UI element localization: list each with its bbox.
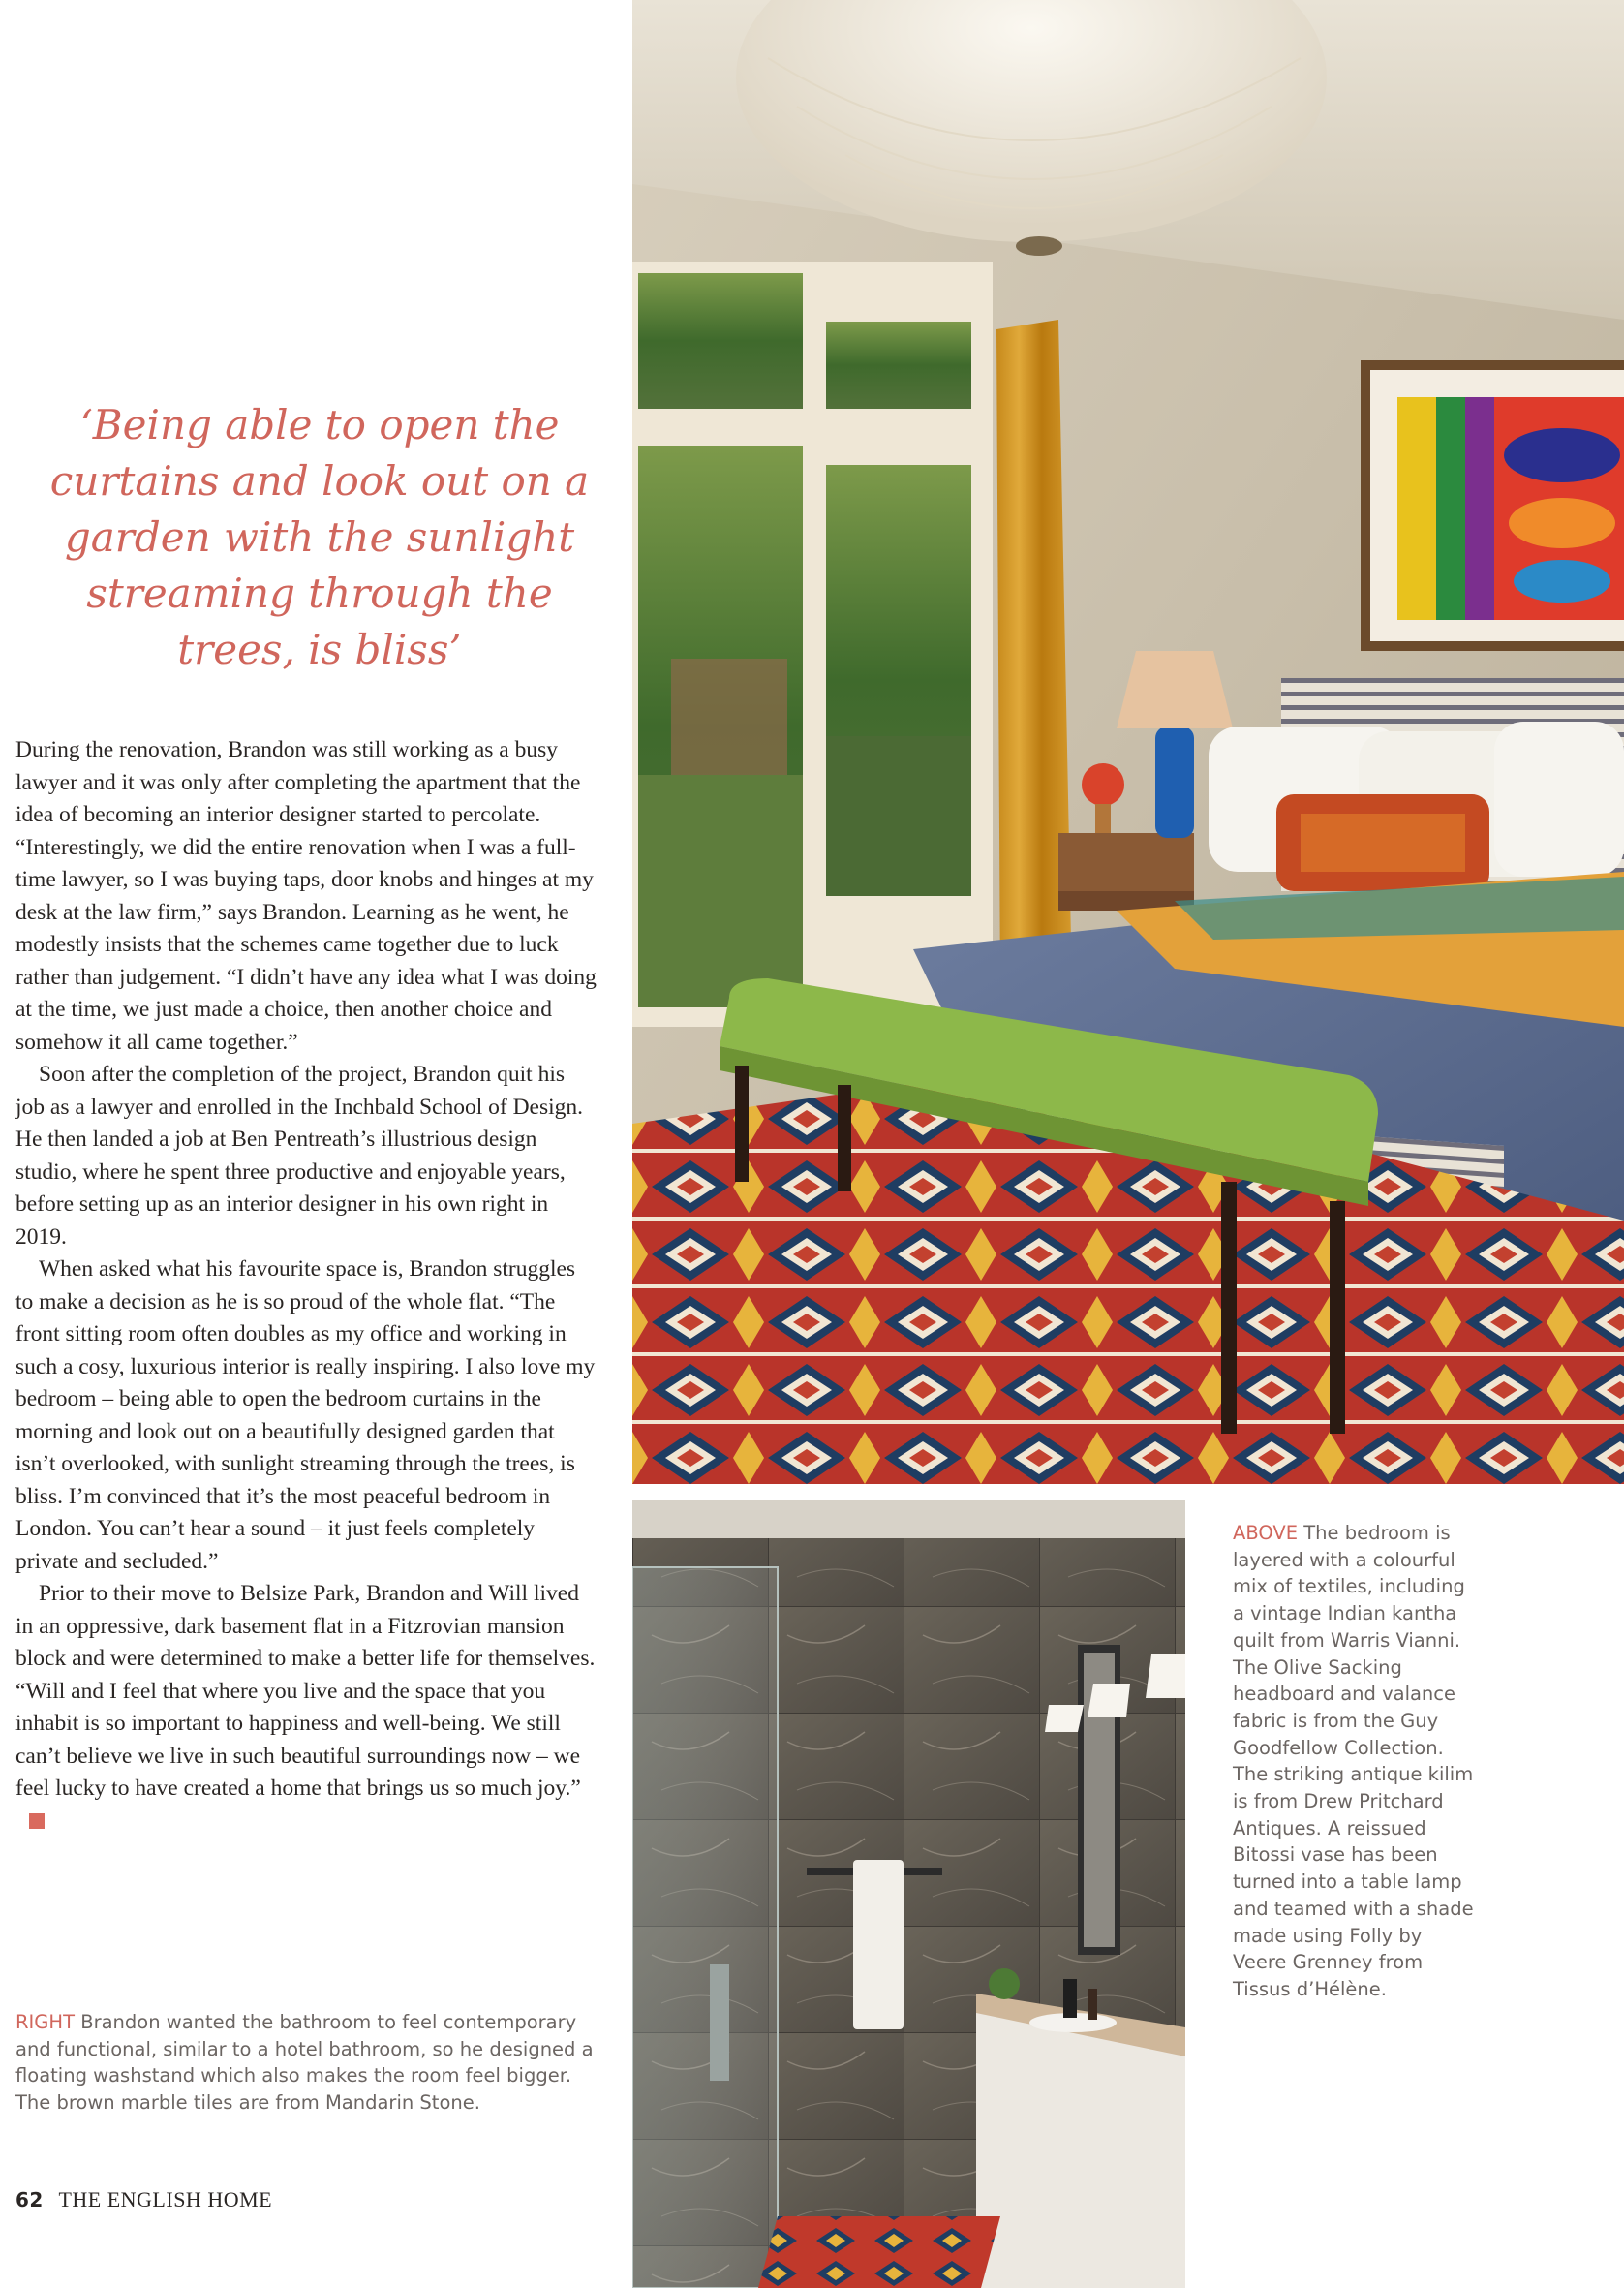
end-mark-icon <box>29 1813 45 1829</box>
caption-right-text: Brandon wanted the bathroom to feel contemporary and functional, similar to a hotel bathroom, so he designed a floating washstand which also makes the room feel bigger. The brown marble tiles are from Mandarin Stone. <box>15 2011 594 2115</box>
bathroom-photo <box>632 1500 1185 2288</box>
pull-quote: ‘Being able to open the curtains and look out on a garden with the sunlight streaming through the trees, is bliss’ <box>49 401 590 673</box>
magazine-title: THE ENGLISH HOME <box>58 2187 273 2211</box>
caption-above <box>1233 1520 1475 2003</box>
article-body <box>15 734 597 1838</box>
body-paragraph-text: Prior to their move to Belsize Park, Brandon and Will lived in an oppressive, dark basement flat in a Fitzrovian mansion block and were determined to make a better life for themselves. “Will and I feel that where you live and the space that you inhabit is so important to happiness and well-being. We still can’t believe we live in such beautiful surroundings now – we feel lucky to have created a home that brings us so much joy.” <box>15 1581 596 1801</box>
page-footer <box>15 2187 272 2212</box>
caption-above-lead: ABOVE <box>1233 1522 1299 1544</box>
page-number: 62 <box>15 2188 44 2211</box>
body-paragraph: When asked what his favourite space is, Brandon struggles to make a decision as he is so proud of the whole flat. “The front sitting room often doubles as my office and working in such a cosy, luxurious interior is really inspiring. I also love my bedroom – being able to open the bedroom curtains in the morning and look out on a beautifully designed garden that isn’t overlooked, with sunlight streaming through the trees, is bliss. I’m convinced that it’s the most peaceful bedroom in London. You can’t hear a sound – it just feels completely private and secluded.” <box>15 1256 596 1574</box>
caption-above-text: The bedroom is layered with a colourful mix of textiles, including a vintage Indian kantha quilt from Warris Vianni. The Olive Sacking headboard and valance fabric is from the Guy Goodfellow Collection. The striking antique kilim is from Drew Pritchard Antiques. A reissued Bitossi vase has been turned into a table lamp and teamed with a shade made using Folly by Veere Grenney from Tissus d’Hélène. <box>1233 1522 1474 2000</box>
body-paragraph-last <box>15 1578 597 1838</box>
bedroom-photo <box>632 0 1624 1484</box>
body-paragraph: During the renovation, Brandon was still working as a busy lawyer and it was only after completing the apartment that the idea of becoming an interior designer started to percolate. “Interestingly, we did the entire renovation when I was a full-time lawyer, so I was buying taps, door knobs and hinges at my desk at the law firm,” says Brandon. Learning as he went, he modestly insists that the schemes came together due to luck rather than judgement. “I didn’t have any idea what I was doing at the time, we just made a choice, then another choice and somehow it all came together.” <box>15 737 597 1055</box>
body-paragraph: Soon after the completion of the project, Brandon quit his job as a lawyer and enrolled in the Inchbald School of Design. He then landed a job at Ben Pentreath’s illustrious design studio, where he spent three productive and enjoyable years, before setting up as an interior designer in his own right in 2019. <box>15 1062 584 1250</box>
caption-right <box>15 2009 606 2117</box>
caption-right-lead: RIGHT <box>15 2011 75 2033</box>
